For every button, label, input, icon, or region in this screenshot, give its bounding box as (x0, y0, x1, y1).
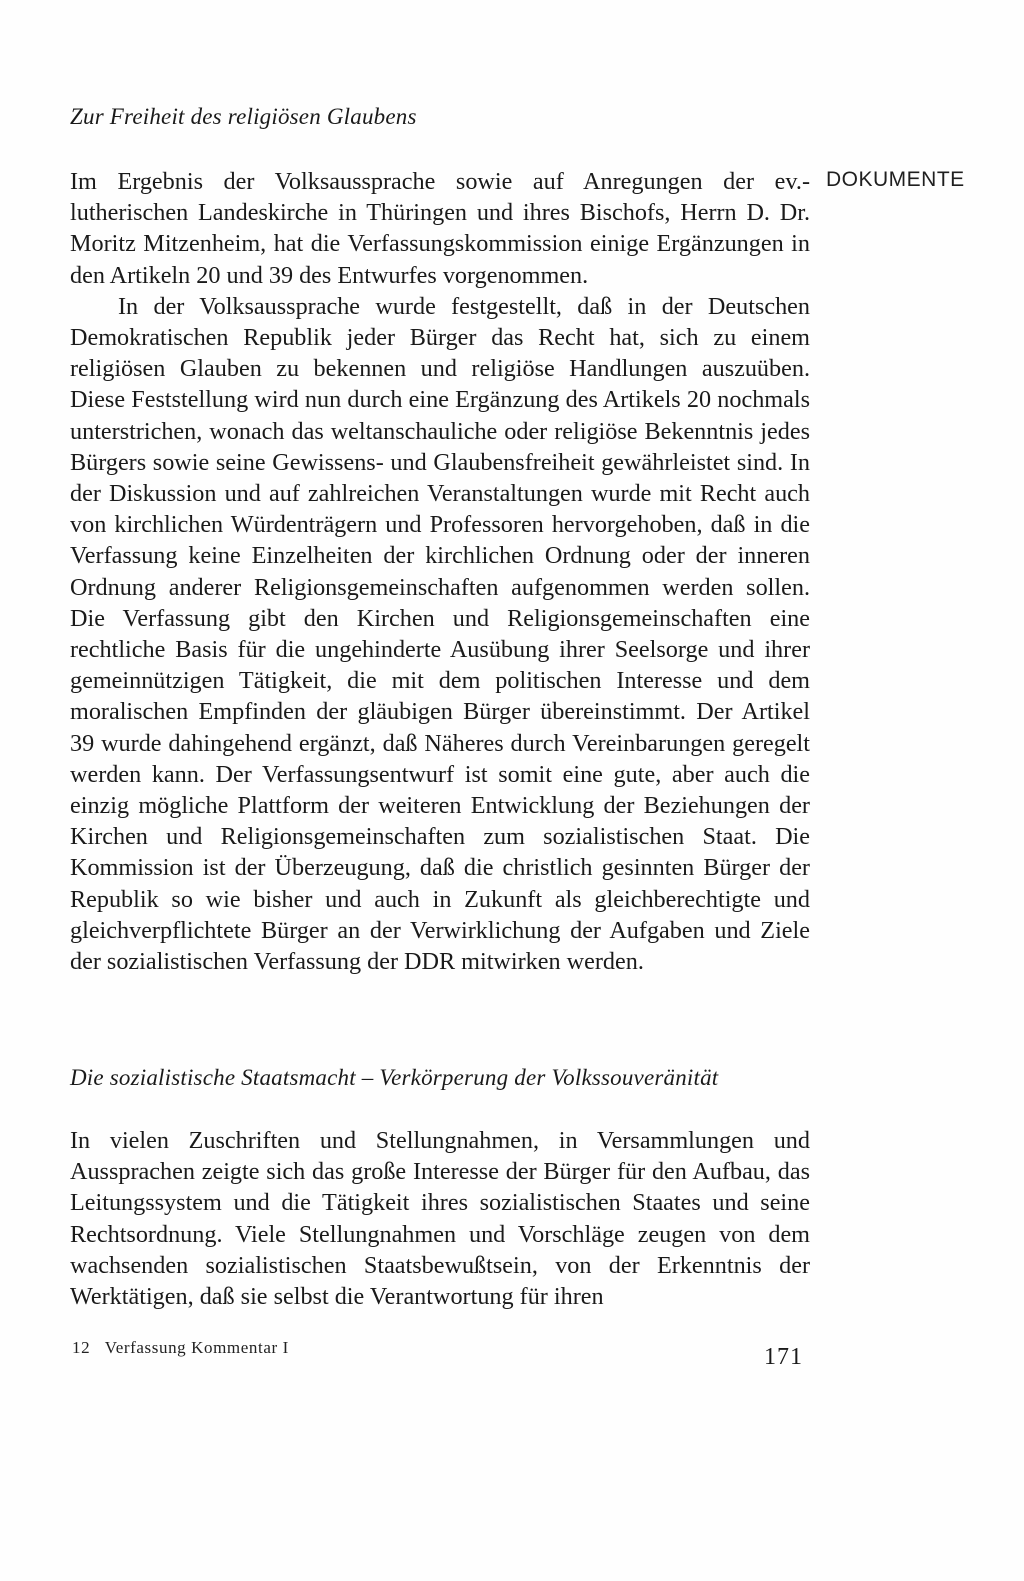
paragraph: In der Volksaussprache wurde festgestellt, daß in der Deutschen Demokratischen Republik jeder Bürger das Recht hat, sich zu einem religiösen Glauben zu bekennen und religiöse Handlungen auszuüben. Diese Feststellung wird nun durch eine Ergänzung des Artikels 20 nochmals unterstrichen, wonach das weltanschauliche oder religiöse Bekenntnis jedes Bürgers sowie seine Gewissens- und Glaubensfreiheit gewährleistet sind. In der Diskussion und auf zahlreichen Veranstaltungen wurde mit Recht auch von kirchlichen Würdenträgern und Professoren hervorgehoben, daß in die Verfassung keine Einzelheiten der kirchlichen Ordnung oder der inneren Ordnung anderer Religionsgemeinschaften aufgenommen werden sollen. Die Verfassung gibt den Kirchen und Religionsgemeinschaften eine rechtliche Basis für die ungehinderte Ausübung ihrer Seelsorge und ihrer gemeinnützigen Tätigkeit, die mit dem politischen Interesse und dem moralischen Empfinden der gläubigen Bürger übereinstimmt. Der Artikel 39 wurde dahingehend ergänzt, daß Näheres durch Vereinbarungen geregelt werden kann. Der Verfassungsentwurf ist somit eine gute, aber auch die einzig mögliche Plattform der weiteren Entwicklung der Beziehungen der Kirchen und Religionsgemeinschaften zum sozialistischen Staat. Die Kommission ist der Überzeugung, daß die christlich gesinnten Bürger der Republik so wie bisher und auch in Zukunft als gleichberechtigte und gleichverpflichtete Bürger an der Verwirklichung der Aufgaben und Ziele der sozialistischen Verfassung der DDR mitwirken werden. (70, 292, 810, 976)
section-heading-religious-freedom: Zur Freiheit des religiösen Glaubens (70, 104, 417, 129)
section-heading-state-power: Die sozialistische Staatsmacht – Verkörperung der Volkssouveränität (70, 1065, 719, 1090)
running-section-label: DOKUMENTE (826, 168, 965, 191)
signature-line (72, 1338, 289, 1358)
paragraph: In vielen Zuschriften und Stellungnahmen, in Versammlungen und Aussprachen zeigte sich das große Interesse der Bürger für den Aufbau, das Leitungssystem und die Tätigkeit ihres sozialistischen Staates und seine Rechtsordnung. Viele Stellungnahmen und Vorschläge zeugen von dem wachsenden sozialistischen Staatsbewußtsein, von der Erkenntnis der Werktätigen, daß sie selbst die Verantwortung für ihren (70, 1127, 810, 1311)
section-body-religious-freedom (70, 166, 810, 977)
paragraph: Im Ergebnis der Volksaussprache sowie auf Anregungen der ev.-lutherischen Landeskirche in Thüringen und ihres Bischofs, Herrn D. Dr. Moritz Mitzenheim, hat die Verfassungskommission einige Ergänzungen in den Artikeln 20 und 39 des Entwurfes vorgenommen. (70, 168, 810, 289)
section-body-state-power (70, 1125, 810, 1312)
page-number: 171 (764, 1344, 803, 1370)
signature-number: 12 (72, 1338, 91, 1357)
signature-title: Verfassung Kommentar I (104, 1338, 289, 1357)
